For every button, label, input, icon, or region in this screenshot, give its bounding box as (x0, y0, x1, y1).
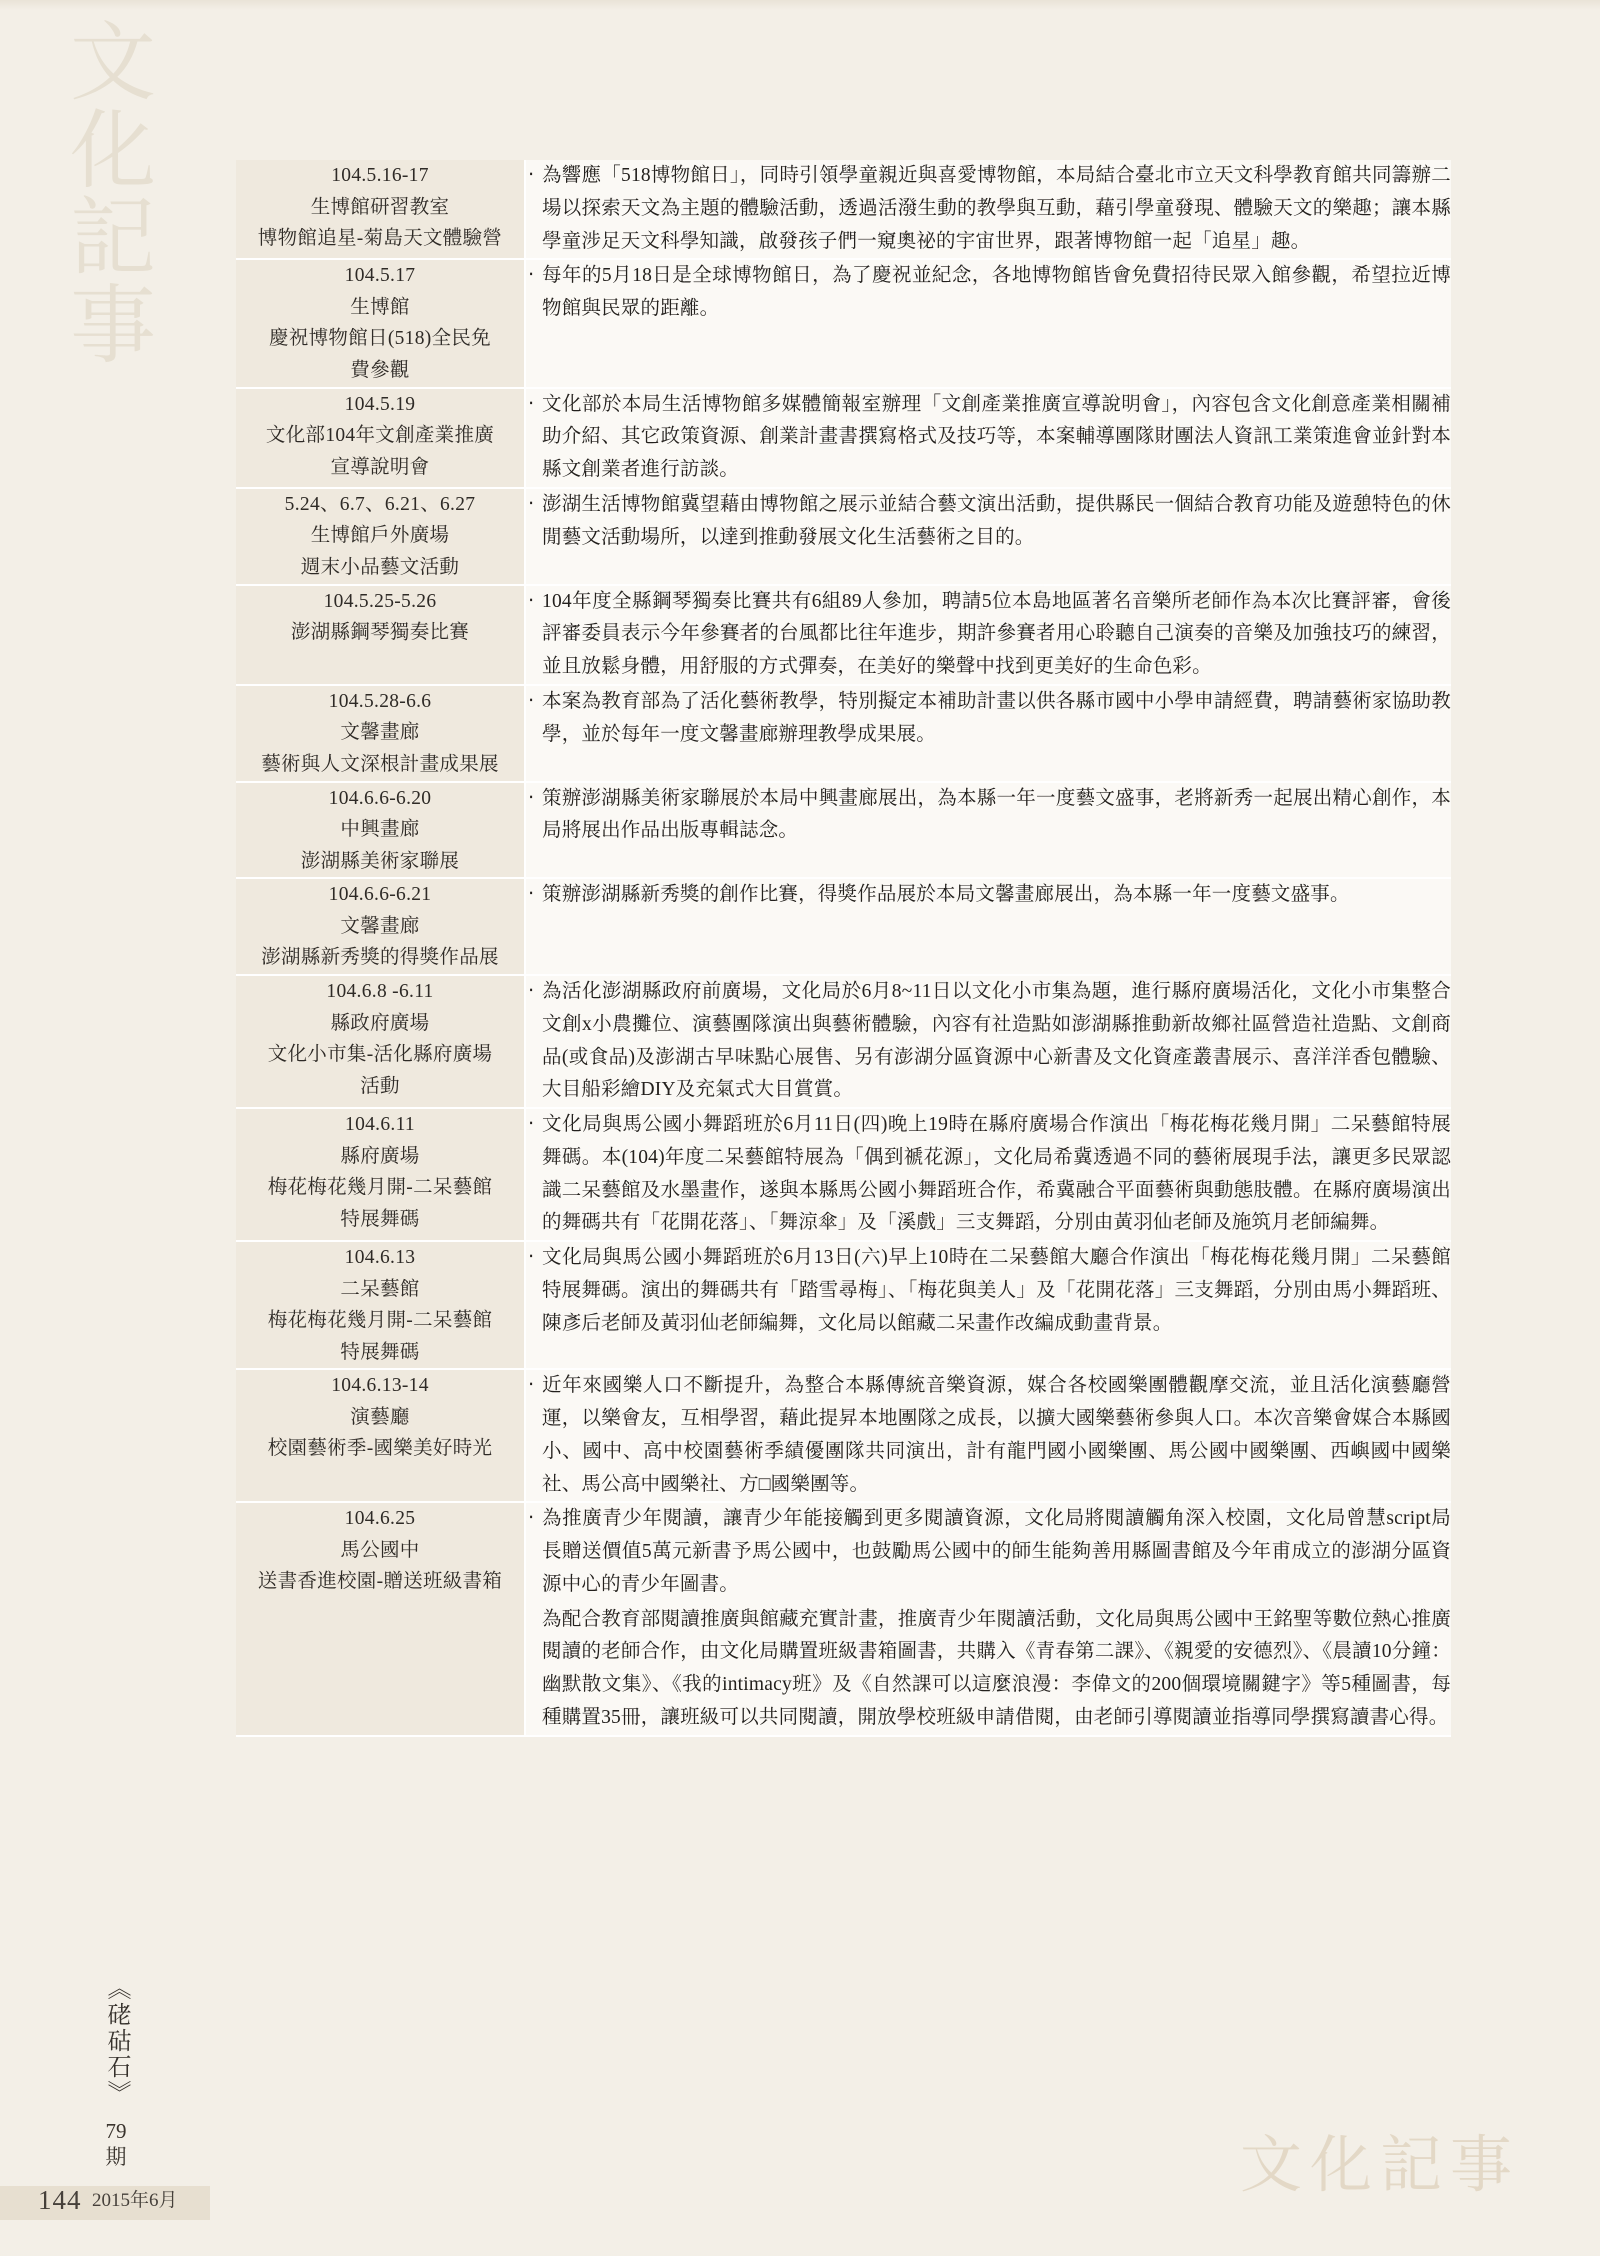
record-date-line: 5.24、6.7、6.21、6.27 (284, 493, 476, 515)
record-date-line: 104.5.17 (344, 265, 416, 287)
record-description-paragraph: ‧ 為響應「518博物館日」，同時引領學童親近與喜愛博物館，本局結合臺北市立天文科學教育館共同籌辦二場以探索天文為主題的體驗活動，透過活潑生動的教學與互動，藉引學童發現、體驗天文的樂趣；讓本縣學童涉足天文科學知識，啟發孩子們一窺奧祕的宇宙世界，跟著博物館一起「追星」趣。 (526, 160, 1451, 258)
record-date-line: 文化小市集-活化縣府廣場 (267, 1044, 493, 1066)
record-date-line: 104.5.19 (344, 393, 416, 415)
record-date-line: 104.6.13-14 (331, 1375, 429, 1397)
table-row (236, 388, 1451, 488)
table-row (236, 585, 1451, 685)
record-description-cell (525, 1369, 1451, 1502)
record-description-paragraph: ‧ 策辦澎湖縣新秀獎的創作比賽，得獎作品展於本局文馨畫廊展出，為本縣一年一度藝文盛事。 (526, 879, 1451, 912)
record-date-cell (236, 160, 525, 259)
record-date-line: 特展舞碼 (340, 1341, 420, 1363)
table-row (236, 488, 1451, 585)
record-date-line: 104.5.25-5.26 (323, 590, 437, 612)
table-row (236, 1502, 1451, 1735)
record-date-line: 費參觀 (350, 359, 410, 381)
record-date-cell (236, 488, 525, 585)
record-description-paragraph: ‧ 策辦澎湖縣美術家聯展於本局中興畫廊展出，為本縣一年一度藝文盛事，老將新秀一起展出精心創作，本局將展出作品出版專輯誌念。 (526, 783, 1451, 849)
record-date-line: 生博館研習教室 (310, 196, 450, 218)
record-date-line: 慶祝博物館日(518)全民免 (269, 328, 491, 350)
record-description-cell (525, 585, 1451, 685)
record-date-line: 週末小品藝文活動 (300, 556, 460, 578)
record-date-line: 梅花梅花幾月開-二呆藝館 (267, 1177, 493, 1199)
watermark-left-vertical (48, 15, 178, 375)
record-description-cell (525, 685, 1451, 782)
record-date-line: 生博館戶外廣場 (310, 525, 450, 547)
record-date-line: 104.6.6-6.20 (328, 787, 432, 809)
record-date-line: 澎湖縣鋼琴獨奏比賽 (290, 622, 470, 644)
record-description-cell (525, 259, 1451, 387)
record-description-paragraph: ‧ 本案為教育部為了活化藝術教學，特別擬定本補助計畫以供各縣市國中小學申請經費，聘請藝術家協助教學，並於每年一度文馨畫廊辦理教學成果展。 (526, 686, 1451, 752)
record-date-line: 送書香進校園-贈送班級書箱 (257, 1571, 503, 1593)
record-date-cell (236, 388, 525, 488)
record-date-line: 104.5.28-6.6 (328, 690, 432, 712)
record-description-cell (525, 388, 1451, 488)
record-description-paragraph: ‧ 104年度全縣鋼琴獨奏比賽共有6組89人參加，聘請5位本島地區著名音樂所老師作為本次比賽評審，會後評審委員表示今年參賽者的台風都比往年進步，期許參賽者用心聆聽自己演奏的音樂及加強技巧的練習，並且放鬆身體，用舒服的方式彈奏，在美好的樂聲中找到更美好的生命色彩。 (526, 586, 1451, 684)
record-date-line: 藝術與人文深根計畫成果展 (261, 753, 499, 775)
record-date-cell (236, 975, 525, 1108)
record-date-line: 104.6.25 (344, 1508, 416, 1530)
record-date-line: 生博館 (350, 296, 410, 318)
issue-number: 79 (105, 2118, 127, 2143)
record-description-paragraph: ‧ 文化局與馬公國小舞蹈班於6月11日(四)晚上19時在縣府廣場合作演出「梅花梅花幾月開」二呆藝館特展舞碼。本(104)年度二呆藝館特展為「偶到禠花源」，文化局希冀透過不同的藝術展現手法，讓更多民眾認識二呆藝館及水墨畫作，遂與本縣馬公國小舞蹈班合作，希冀融合平面藝術與動態肢體。在縣府廣場演出的舞碼共有「花開花落」、「舞涼傘」及「溪戲」三支舞蹈，分別由黃羽仙老師及施筑月老師編舞。 (526, 1109, 1451, 1240)
record-description-paragraph: ‧ 近年來國樂人口不斷提升，為整合本縣傳統音樂資源，媒合各校國樂團體觀摩交流，並且活化演藝廳營運，以樂會友，互相學習，藉此提昇本地團隊之成長，以擴大國樂藝術參與人口。本次音樂會媒合本縣國小、國中、高中校園藝術季績優團隊共同演出，計有龍門國小國樂團、馬公國中國樂團、西嶼國中國樂社、馬公高中國樂社、方□國樂團等。 (526, 1370, 1451, 1501)
page-number: 144 (38, 2185, 82, 2215)
record-date-line: 104.6.6-6.21 (328, 884, 432, 906)
record-date-cell (236, 685, 525, 782)
records-table (236, 160, 1451, 1737)
table-row (236, 259, 1451, 387)
record-description-paragraph: ‧ 每年的5月18日是全球博物館日，為了慶祝並紀念，各地博物館皆會免費招待民眾入館參觀，希望拉近博物館與民眾的距離。 (526, 260, 1451, 326)
table-row (236, 160, 1451, 259)
record-date-line: 104.6.8 -6.11 (326, 981, 434, 1002)
record-date-line: 演藝廳 (350, 1406, 410, 1428)
record-description-cell (525, 160, 1451, 259)
record-date-cell (236, 878, 525, 975)
record-date-line: 104.6.13 (344, 1247, 416, 1268)
table-row (236, 878, 1451, 975)
record-date-line: 二呆藝館 (340, 1278, 420, 1300)
watermark-char: 記 (70, 190, 156, 287)
page-date: 2015年6月 (92, 2190, 178, 2211)
record-date-line: 104.5.16-17 (331, 165, 429, 186)
watermark-char: 文 (70, 15, 156, 111)
record-date-cell (236, 1369, 525, 1502)
record-description-cell (525, 1502, 1451, 1735)
table-row (236, 1108, 1451, 1241)
record-description-paragraph: ‧ 為活化澎湖縣政府前廣場，文化局於6月8~11日以文化小市集為題，進行縣府廣場活化，文化小市集整合文創x小農攤位、演藝團隊演出與藝術體驗，內容有社造點如澎湖縣推動新故鄉社區營造社造點、文創商品(或食品)及澎湖古早味點心展售、另有澎湖分區資源中心新書及文化資產叢書展示、喜洋洋香包體驗、大目船彩繪DIY及充氣式大目賞賞。 (526, 976, 1451, 1107)
record-description-cell (525, 782, 1451, 879)
issue-unit: 期 (105, 2144, 127, 2169)
table-row (236, 1369, 1451, 1502)
watermark-char: 事 (70, 278, 156, 375)
issue-footer (56, 1971, 176, 2170)
record-date-cell (236, 782, 525, 879)
issue-title: 《硓𥑮石》 (103, 1976, 129, 2107)
record-description-cell (525, 975, 1451, 1108)
record-date-line: 文馨畫廊 (340, 722, 420, 744)
record-date-cell (236, 1108, 525, 1241)
table-row (236, 1241, 1451, 1369)
record-date-line: 中興畫廊 (340, 819, 420, 841)
record-description-paragraph: ‧ 澎湖生活博物館冀望藉由博物館之展示並結合藝文演出活動，提供縣民一個結合教育功能及遊憩特色的休閒藝文活動場所，以達到推動發展文化生活藝術之目的。 (526, 489, 1451, 555)
record-date-line: 梅花梅花幾月開-二呆藝館 (267, 1310, 493, 1332)
record-date-line: 校園藝術季-國樂美好時光 (267, 1438, 493, 1460)
record-date-line: 文化部104年文創產業推廣 (265, 425, 495, 447)
record-date-line: 馬公國中 (340, 1539, 420, 1561)
record-description-paragraph: ‧ 為推廣青少年閱讀，讓青少年能接觸到更多閱讀資源，文化局將閱讀觸角深入校園，文化局曾慧script局長贈送價值5萬元新書予馬公國中，也鼓勵馬公國中的師生能夠善用縣圖書館及今年甫成立的澎湖分區資源中心的青少年圖書。 (526, 1503, 1451, 1601)
table-row (236, 975, 1451, 1108)
record-description-cell (525, 878, 1451, 975)
record-date-line: 特展舞碼 (340, 1208, 420, 1230)
cultural-records-sheet (236, 160, 1451, 1737)
record-description-paragraph: ‧ 文化局與馬公國小舞蹈班於6月13日(六)早上10時在二呆藝館大廳合作演出「梅花梅花幾月開」二呆藝館特展舞碼。演出的舞碼共有「踏雪尋梅」、「梅花與美人」及「花開花落」三支舞蹈，分別由馬小舞蹈班、陳彥后老師及黃羽仙老師編舞，文化局以館藏二呆畫作改編成動畫背景。 (526, 1242, 1451, 1340)
record-date-cell (236, 1241, 525, 1369)
record-date-cell (236, 1502, 525, 1735)
record-date-line: 104.6.11 (345, 1114, 415, 1135)
record-date-line: 縣府廣場 (340, 1145, 420, 1167)
watermark-bottom: 文化記事 (1239, 2132, 1520, 2200)
record-description-cell (525, 1108, 1451, 1241)
record-date-line: 澎湖縣美術家聯展 (300, 850, 460, 872)
record-date-line: 澎湖縣新秀獎的得獎作品展 (261, 947, 499, 969)
record-date-line: 縣政府廣場 (330, 1012, 430, 1034)
record-description-cell (525, 1241, 1451, 1369)
top-gradient (0, 0, 1600, 10)
record-date-line: 活動 (360, 1075, 400, 1097)
record-date-cell (236, 259, 525, 387)
records-table-body (236, 160, 1451, 1736)
record-description-paragraph: ‧ 文化部於本局生活博物館多媒體簡報室辦理「文創產業推廣宣導說明會」，內容包含文化創意產業相關補助介紹、其它政策資源、創業計畫書撰寫格式及技巧等，本案輔導團隊財團法人資訊工業策進會並針對本縣文創業者進行訪談。 (526, 389, 1451, 487)
watermark-char: 化 (70, 102, 156, 199)
record-description-paragraph: 為配合教育部閱讀推廣與館藏充實計畫，推廣青少年閱讀活動，文化局與馬公國中王銘聖等數位熱心推廣閱讀的老師合作，由文化局購置班級書箱圖書，共購入《青春第二課》、《親愛的安德烈》、《晨讀10分鐘：幽默散文集》、《我的intimacy班》及《自然課可以這麼浪漫：李偉文的200個環境關鍵字》等5種圖書，每種購置35冊，讓班級可以共同閱讀，開放學校班級申請借閱，由老師引導閱讀並指導同學撰寫讀書心得。 (542, 1608, 1451, 1728)
record-description-cell (525, 488, 1451, 585)
record-date-line: 博物館追星-菊島天文體驗營 (257, 228, 503, 250)
record-date-cell (236, 585, 525, 685)
record-date-line: 宣導說明會 (330, 456, 430, 478)
table-row (236, 782, 1451, 879)
table-row (236, 685, 1451, 782)
record-date-line: 文馨畫廊 (340, 915, 420, 937)
